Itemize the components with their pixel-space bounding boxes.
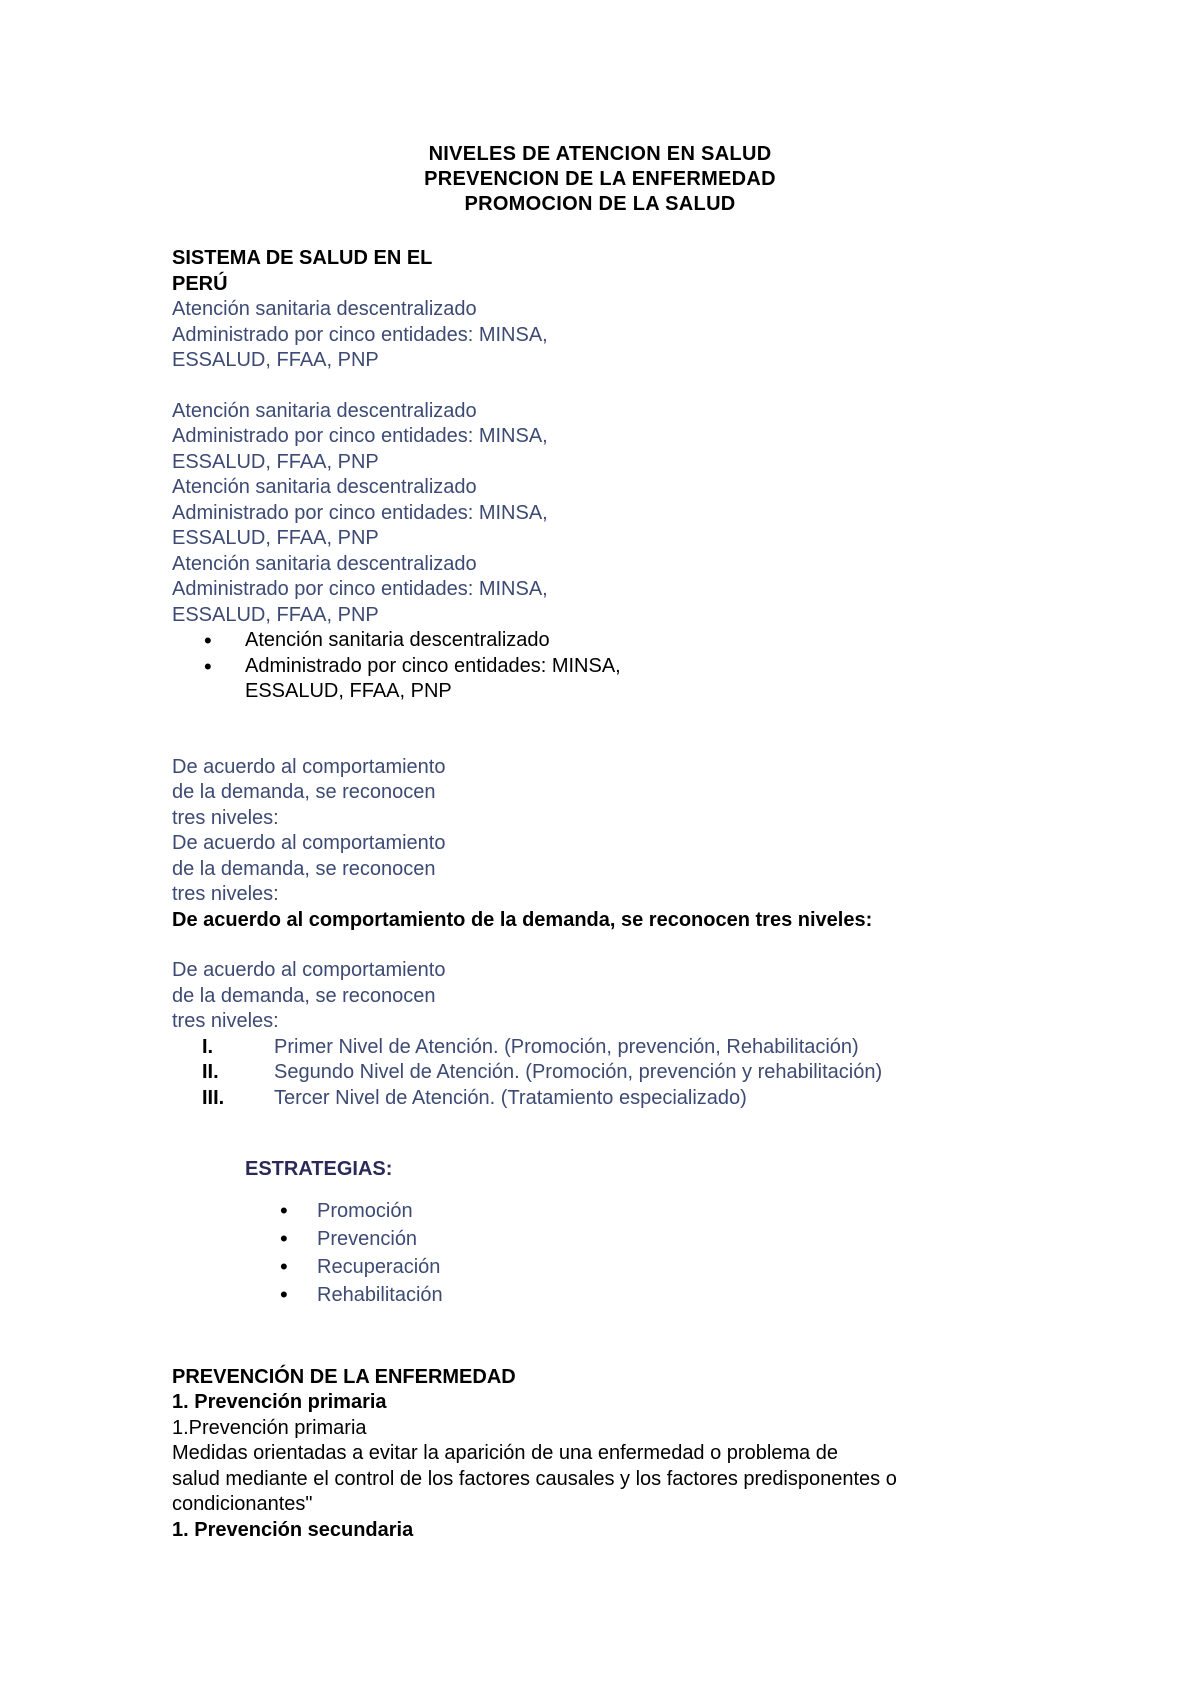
level-item xyxy=(172,1060,1042,1086)
subheading-primaria: 1. Prevención primaria xyxy=(172,1391,387,1413)
text-block-2 xyxy=(172,399,1042,629)
text-line: de la demanda, se reconocen xyxy=(172,984,436,1007)
title-line-2: PREVENCION DE LA ENFERMEDAD xyxy=(424,168,776,190)
subheading-secundaria: 1. Prevención secundaria xyxy=(172,1518,414,1541)
spacer xyxy=(172,1111,1042,1157)
list-item: • Atención sanitaria descentralizado xyxy=(172,628,1042,654)
level-numeral: III. xyxy=(202,1086,225,1109)
text-block-1 xyxy=(172,297,1042,374)
document-title xyxy=(0,142,1200,217)
paragraph-line: salud mediante el control de los factores causales y los factores predisponentes o xyxy=(172,1467,897,1490)
title-line-1: NIVELES DE ATENCION EN SALUD xyxy=(428,143,772,165)
demand-block-3 xyxy=(172,958,502,1035)
spacer xyxy=(172,933,1042,958)
bullet-list xyxy=(172,628,1042,705)
text-line: de la demanda, se reconocen xyxy=(172,857,436,880)
text-line: Atención sanitaria descentralizado xyxy=(172,552,477,575)
text-line: Administrado por cinco entidades: MINSA, xyxy=(172,425,548,447)
text-line: De acuerdo al comportamiento xyxy=(172,832,446,854)
text-line: Atención sanitaria descentralizado xyxy=(172,399,477,422)
strategies-title: ESTRATEGIAS: xyxy=(245,1158,393,1180)
text-line: de la demanda, se reconocen xyxy=(172,781,436,803)
level-numeral: I. xyxy=(202,1035,214,1058)
text-line: De acuerdo al comportamiento xyxy=(172,755,446,778)
spacer xyxy=(172,705,1042,755)
level-numeral: II. xyxy=(202,1061,219,1083)
level-item xyxy=(172,1086,1042,1112)
paragraph-line: condicionantes" xyxy=(172,1493,313,1515)
paragraph-line: Medidas orientadas a evitar la aparición de una enfermedad o problema de xyxy=(172,1442,838,1464)
text-line: ESSALUD, FFAA, PNP xyxy=(172,450,379,473)
document-body xyxy=(172,246,1042,1543)
strategy-item: • Prevención xyxy=(172,1225,1042,1253)
paragraph-medidas xyxy=(172,1441,1042,1518)
text-line: tres niveles: xyxy=(172,806,279,829)
levels-list xyxy=(172,1035,1042,1112)
strategy-item: • Recuperación xyxy=(172,1253,1042,1281)
text-line: Administrado por cinco entidades: MINSA, xyxy=(172,501,548,524)
heading-line: PERÚ xyxy=(172,272,228,295)
subheading-primaria-plain: 1.Prevención primaria xyxy=(172,1416,367,1439)
spacer xyxy=(172,374,1042,399)
text-line: Atención sanitaria descentralizado xyxy=(172,476,477,498)
text-line: ESSALUD, FFAA, PNP xyxy=(172,349,379,371)
text-line: Administrado por cinco entidades: MINSA, xyxy=(172,323,548,346)
list-item-line: • Administrado por cinco entidades: MINSA, xyxy=(245,654,621,677)
level-text: Primer Nivel de Atención. (Promoción, prevención, Rehabilitación) xyxy=(274,1035,859,1058)
heading-line: SISTEMA DE SALUD EN EL xyxy=(172,247,433,269)
spacer xyxy=(172,1309,1042,1365)
strategy-item: • Rehabilitación xyxy=(172,1281,1042,1309)
list-item xyxy=(172,654,1042,705)
list-item-line: ESSALUD, FFAA, PNP xyxy=(245,680,452,702)
text-line: ESSALUD, FFAA, PNP xyxy=(172,527,379,549)
text-line: Atención sanitaria descentralizado xyxy=(172,298,477,320)
demand-block-1 xyxy=(172,755,502,908)
level-text: Tercer Nivel de Atención. (Tratamiento especializado) xyxy=(274,1086,747,1109)
demand-bold-line: De acuerdo al comportamiento de la demanda, se reconocen tres niveles: xyxy=(172,908,873,931)
text-line: tres niveles: xyxy=(172,1010,279,1032)
title-line-3: PROMOCION DE LA SALUD xyxy=(464,193,736,215)
text-line: ESSALUD, FFAA, PNP xyxy=(172,603,379,626)
section-heading-sistema xyxy=(172,246,502,297)
level-item xyxy=(172,1035,1042,1061)
strategies-list xyxy=(172,1197,1042,1309)
strategy-item: • Promoción xyxy=(172,1197,1042,1225)
section-heading-prevencion: PREVENCIÓN DE LA ENFERMEDAD xyxy=(172,1365,516,1388)
level-text: Segundo Nivel de Atención. (Promoción, prevención y rehabilitación) xyxy=(274,1061,883,1083)
spacer xyxy=(172,1183,1042,1197)
text-line: De acuerdo al comportamiento xyxy=(172,959,446,981)
text-line: Administrado por cinco entidades: MINSA, xyxy=(172,578,548,600)
text-line: tres niveles: xyxy=(172,883,279,905)
